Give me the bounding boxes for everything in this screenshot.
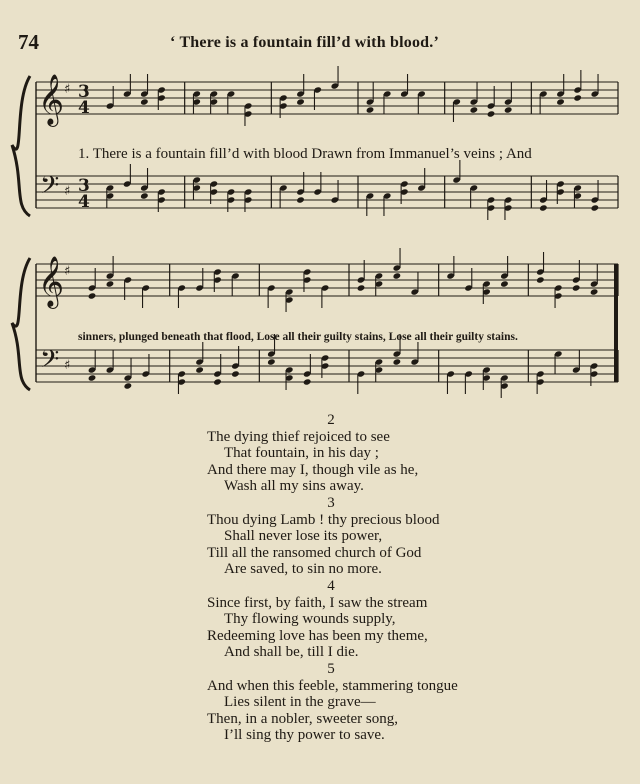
note [500, 280, 509, 287]
verse-line: Redeeming love has been my theme, [207, 627, 428, 644]
verse-line: And there may I, though vile as he, [207, 461, 419, 478]
time-signature: 3 [78, 82, 90, 102]
verse-number: 2 [327, 412, 335, 428]
note [590, 288, 599, 295]
verse [0, 412, 640, 495]
hymn-title: ‘ There is a fountain fill’d with blood.’ [170, 34, 439, 51]
bass-clef: 𝄢 [40, 171, 60, 206]
note [140, 98, 149, 105]
final-barline [614, 264, 618, 382]
verse-line: I’ll sing thy power to save. [224, 727, 385, 744]
verse-line: Are saved, to sin no more. [224, 561, 382, 578]
verse-line: Thy flowing wounds supply, [224, 611, 396, 628]
note [124, 382, 133, 389]
lyric-line-1: 1. There is a fountain fill’d with blood Drawn from Immanuel’s veins ; And [78, 146, 532, 162]
verse-number: 5 [327, 660, 335, 677]
sheet-music [0, 246, 640, 406]
bass-clef: 𝄢 [40, 345, 60, 380]
verse [0, 661, 640, 744]
note [536, 276, 545, 283]
note [366, 106, 375, 113]
note [357, 284, 366, 291]
note [487, 110, 496, 117]
verse-line: Then, in a nobler, sweeter song, [207, 710, 399, 727]
note [303, 378, 312, 385]
sheet-music [0, 62, 640, 222]
lyric-line-2: sinners, plunged beneath that flood, Lose all their guilty stains, Lose all their guilty stains. [78, 331, 518, 343]
verse-line: That fountain, in his day ; [224, 445, 379, 462]
verse [0, 495, 640, 578]
brace [12, 76, 30, 216]
note [556, 98, 565, 105]
note [140, 192, 149, 199]
verse-line: Lies silent in the grave— [224, 694, 376, 711]
verses [0, 412, 640, 744]
music-system-1 [0, 62, 640, 222]
note [591, 204, 600, 211]
verse-line: Shall never lose its power, [224, 528, 383, 545]
time-signature: 4 [78, 98, 90, 118]
note [195, 366, 204, 373]
time-signature: 4 [78, 192, 90, 212]
key-signature-sharp: ♯ [64, 82, 71, 97]
page-number: 74 [18, 30, 39, 54]
note [296, 196, 305, 203]
note [88, 374, 97, 381]
verse-line: Wash all my sins away. [224, 478, 364, 495]
verse-number: 4 [327, 577, 335, 594]
note [213, 378, 222, 385]
brace [12, 258, 30, 390]
note [231, 370, 240, 377]
verse-line: Thou dying Lamb ! thy precious blood [207, 511, 440, 528]
key-signature-sharp: ♯ [64, 184, 71, 199]
verse-line: Till all the ransomed church of God [207, 544, 422, 561]
verse-number: 3 [327, 494, 335, 511]
note [393, 272, 402, 279]
key-signature-sharp: ♯ [64, 358, 71, 373]
note [504, 106, 513, 113]
note [296, 98, 305, 105]
verse [0, 578, 640, 661]
note [470, 106, 479, 113]
verse-line: And shall be, till I die. [224, 644, 359, 661]
music-system-2 [0, 246, 640, 406]
note [106, 280, 115, 287]
note [267, 358, 276, 365]
note [572, 284, 581, 291]
verse-line: The dying thief rejoiced to see [207, 428, 390, 445]
note [539, 204, 548, 211]
verse-line: And when this feeble, stammering tongue [207, 677, 458, 694]
key-signature-sharp: ♯ [64, 264, 71, 279]
note [393, 358, 402, 365]
note [88, 292, 97, 299]
verse-line: Since first, by faith, I saw the stream [207, 594, 428, 611]
treble-clef: 𝄞 [38, 256, 65, 307]
note [573, 94, 582, 101]
time-signature: 3 [78, 176, 90, 196]
treble-clef: 𝄞 [38, 74, 65, 125]
